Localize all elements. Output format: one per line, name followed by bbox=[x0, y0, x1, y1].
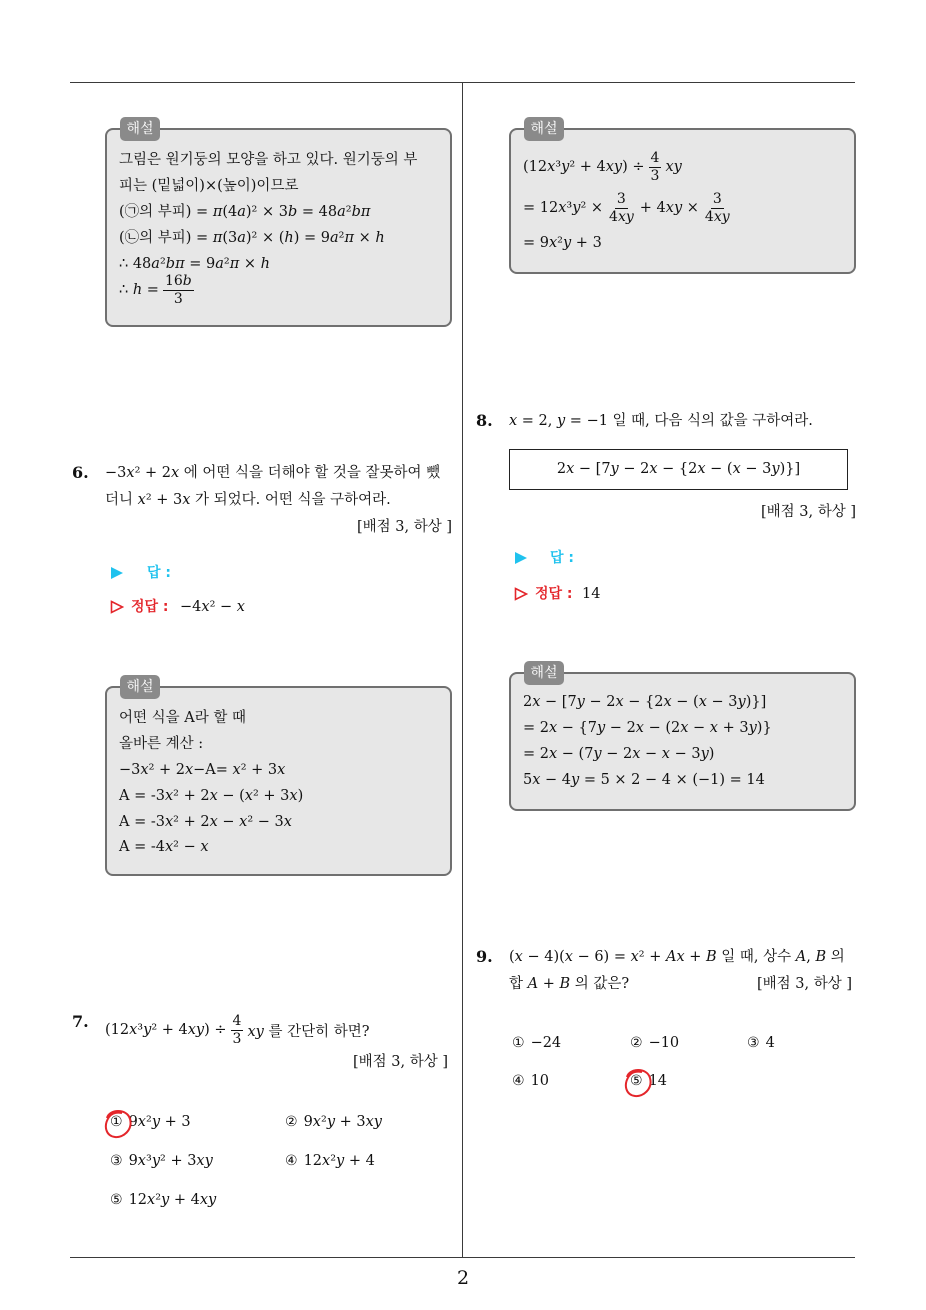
fraction bbox=[703, 192, 732, 225]
choice-expression: 12x²y + 4xy bbox=[128, 1192, 217, 1208]
answer-label: 답 : bbox=[550, 550, 574, 566]
choice-number: ④ bbox=[512, 1073, 525, 1089]
question-text: 합 A + B 의 값은? bbox=[509, 976, 630, 992]
correct-answer-label: 정답 : bbox=[535, 586, 573, 602]
explanation-box bbox=[509, 121, 856, 274]
question-number: 6. bbox=[72, 463, 89, 482]
fraction bbox=[163, 274, 194, 307]
question-number: 8. bbox=[476, 411, 493, 430]
choice-number: ⑤ bbox=[110, 1192, 123, 1208]
answer-label: 답 : bbox=[147, 565, 171, 581]
explanation-line: 어떤 식을 A라 할 때 bbox=[119, 710, 246, 726]
choice-expression: 4 bbox=[765, 1035, 775, 1051]
choice-expression: 9x²y + 3xy bbox=[303, 1114, 382, 1130]
explanation-label: 해설 bbox=[524, 661, 564, 685]
explanation-body bbox=[119, 688, 444, 874]
answer-choice bbox=[285, 1151, 375, 1171]
explanation-line: 올바른 계산 : bbox=[119, 736, 204, 752]
equation-tail: xy 를 간단히 하면? bbox=[247, 1023, 370, 1040]
explanation-line: A = -3x² + 2x − (x² + 3x) bbox=[119, 788, 304, 804]
explanation-line: = 2x − (7y − 2x − x − 3y) bbox=[523, 746, 715, 762]
fraction-numerator: 4 bbox=[232, 1012, 242, 1029]
explanation-line: 5x − 4y = 5 × 2 − 4 × (−1) = 14 bbox=[523, 772, 765, 788]
choice-expression: 9x³y² + 3xy bbox=[128, 1153, 213, 1169]
answer-choice bbox=[512, 1071, 549, 1091]
equation-lead: (12x³y² + 4xy) ÷ bbox=[523, 159, 645, 175]
correct-answer-label: 정답 : bbox=[131, 599, 169, 615]
fraction bbox=[607, 192, 636, 225]
choice-number: ⑤ bbox=[630, 1073, 643, 1089]
choice-expression: 10 bbox=[530, 1073, 550, 1089]
question-text bbox=[105, 1013, 370, 1047]
outline-triangle-icon bbox=[110, 600, 124, 614]
explanation-label: 해설 bbox=[120, 675, 160, 699]
fraction-denominator: 3 bbox=[232, 1030, 242, 1047]
question-text: −3x² + 2x 에 어떤 식을 더해야 할 것을 잘못하여 뺐 bbox=[105, 465, 441, 481]
equation-tail: xy bbox=[665, 159, 682, 175]
boxed-expression: 2x − [7y − 2x − {2x − (x − 3y)}] bbox=[509, 449, 848, 490]
explanation-body bbox=[119, 130, 444, 325]
explanation-line: = 2x − {7y − 2x − (2x − x + 3y)} bbox=[523, 720, 772, 736]
answer-choice bbox=[630, 1033, 679, 1053]
explanation-line: 그림은 원기둥의 모양을 하고 있다. 원기둥의 부 bbox=[119, 152, 418, 168]
explanation-body bbox=[523, 130, 848, 272]
choice-number: ① bbox=[512, 1035, 525, 1051]
choice-expression: −24 bbox=[530, 1035, 562, 1051]
explanation-line: −3x² + 2x−A= x² + 3x bbox=[119, 762, 286, 778]
explanation-line bbox=[523, 190, 732, 226]
explanation-line: A = -4x² − x bbox=[119, 839, 209, 855]
answer-choice bbox=[512, 1033, 561, 1053]
answer-choice bbox=[110, 1190, 216, 1210]
explanation-line: 피는 (밑넓이)×(높이)이므로 bbox=[119, 178, 299, 194]
answer-choice bbox=[285, 1112, 382, 1132]
red-circle-mark-icon bbox=[621, 1065, 655, 1099]
outline-triangle-icon bbox=[514, 587, 528, 601]
fraction-denominator: 4xy bbox=[609, 208, 634, 225]
fraction-numerator: 3 bbox=[616, 190, 626, 207]
filled-triangle-icon bbox=[110, 566, 124, 580]
explanation-box bbox=[509, 665, 856, 811]
bottom-rule bbox=[70, 1257, 855, 1258]
choice-number: ② bbox=[285, 1114, 298, 1130]
explanation-line: A = -3x² + 2x − x² − 3x bbox=[119, 814, 292, 830]
fraction bbox=[231, 1014, 244, 1047]
explanation-line bbox=[119, 273, 194, 307]
page-number: 2 bbox=[456, 1267, 470, 1289]
score-label: [배점 3, 하상 ] bbox=[760, 504, 856, 520]
answer-choice bbox=[110, 1151, 213, 1171]
explanation-box bbox=[105, 121, 452, 327]
column-divider bbox=[462, 83, 463, 1258]
choice-number: ③ bbox=[747, 1035, 760, 1051]
score-label: [배점 3, 하상 ] bbox=[356, 519, 452, 535]
question-text: (x − 4)(x − 6) = x² + Ax + B 일 때, 상수 A, B 의 bbox=[509, 949, 845, 965]
fraction-numerator: 16b bbox=[164, 272, 192, 289]
question-text: x = 2, y = −1 일 때, 다음 식의 값을 구하여라. bbox=[509, 413, 813, 429]
choice-number: ④ bbox=[285, 1153, 298, 1169]
question-text: 더니 x² + 3x 가 되었다. 어떤 식을 구하여라. bbox=[105, 492, 391, 508]
explanation-line: (㉡의 부피) = π(3a)² × (h) = 9a²π × h bbox=[119, 230, 385, 246]
fraction-numerator: 3 bbox=[712, 190, 722, 207]
fraction-numerator: 4 bbox=[650, 149, 660, 166]
choice-number: ② bbox=[630, 1035, 643, 1051]
correct-answer-value: 14 bbox=[582, 586, 601, 602]
explanation-body bbox=[523, 674, 848, 809]
equation-lead: (12x³y² + 4xy) ÷ bbox=[105, 1022, 227, 1038]
explanation-line: = 9x²y + 3 bbox=[523, 235, 602, 251]
fraction-denominator: 4xy bbox=[704, 208, 730, 225]
choice-expression: 9x²y + 3 bbox=[128, 1114, 191, 1130]
score-label: [배점 3, 하상 ] bbox=[352, 1054, 448, 1070]
choice-expression: −10 bbox=[648, 1035, 680, 1051]
explanation-line: (㉠의 부피) = π(4a)² × 3b = 48a²bπ bbox=[119, 204, 371, 220]
answer-choice bbox=[747, 1033, 775, 1053]
red-circle-mark-icon bbox=[101, 1106, 135, 1140]
choice-expression: 14 bbox=[648, 1073, 668, 1089]
explanation-box bbox=[105, 679, 452, 876]
correct-answer-value: −4x² − x bbox=[180, 599, 245, 615]
explanation-line: 2x − [7y − 2x − {2x − (x − 3y)}] bbox=[523, 694, 767, 710]
choice-number: ① bbox=[110, 1114, 123, 1130]
fraction-denominator: 3 bbox=[173, 290, 183, 307]
fraction bbox=[649, 151, 662, 184]
fraction-denominator: 3 bbox=[650, 167, 660, 184]
explanation-label: 해설 bbox=[524, 117, 564, 141]
equation-lead: ∴ h = bbox=[119, 282, 159, 298]
explanation-line bbox=[523, 150, 682, 184]
choice-expression: 12x²y + 4 bbox=[303, 1153, 375, 1169]
equation-segment: + 4xy × bbox=[639, 200, 699, 216]
explanation-label: 해설 bbox=[120, 117, 160, 141]
score-label: [배점 3, 하상 ] bbox=[756, 976, 852, 992]
question-number: 9. bbox=[476, 947, 493, 966]
explanation-line: ∴ 48a²bπ = 9a²π × h bbox=[119, 256, 270, 272]
choice-number: ③ bbox=[110, 1153, 123, 1169]
question-number: 7. bbox=[72, 1012, 89, 1031]
filled-triangle-icon bbox=[514, 551, 528, 565]
equation-segment: = 12x³y² × bbox=[523, 200, 604, 216]
